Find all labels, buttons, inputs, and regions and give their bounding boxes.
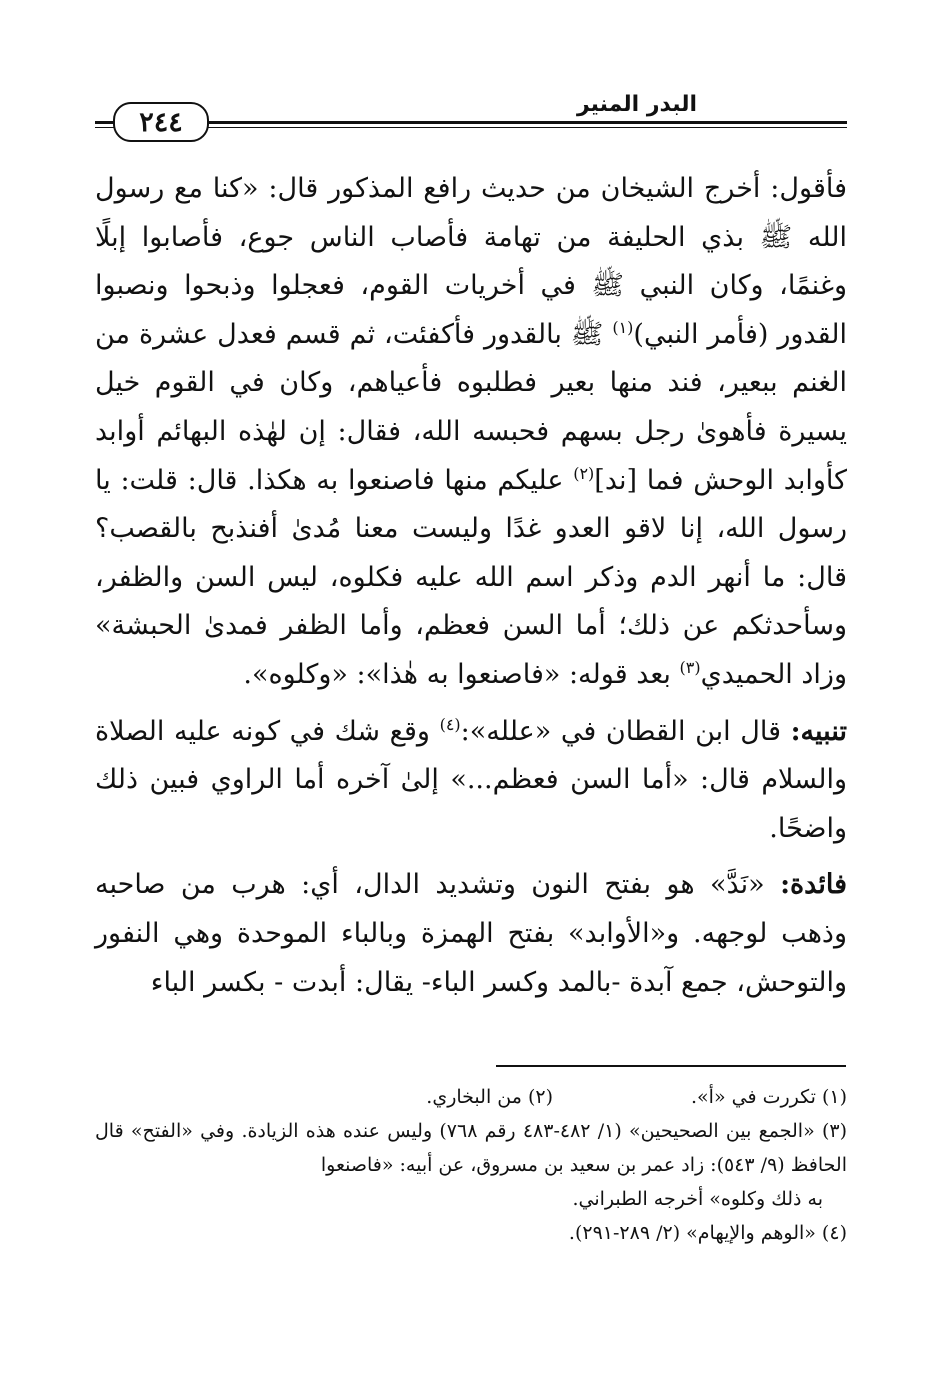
text-run: «نَدَّ» هو بفتح النون وتشديد الدال، أي: هرب من صاحبه وذهب لوجهه. و«الأوابد» بفتح الهمزة وبالباء الموحدة وهي النفور والتوحش، جمع آبدة -بالمد وكسر الباء- يقال: أبدت - بكسر الباء (95, 869, 847, 998)
footnote-separator (496, 1065, 846, 1067)
main-text (95, 165, 847, 1015)
paragraph-hadith (95, 165, 847, 700)
footnote-2: (٢) من البخاري. (426, 1086, 554, 1108)
footnotes (95, 1080, 847, 1250)
footnote-4: (٤) «الوهم والإيهام» (٢/ ٢٨٩-٢٩١). (568, 1222, 847, 1244)
benefit-label: فائدة: (780, 869, 847, 901)
footnote-line-1-2 (95, 1080, 847, 1114)
footnote-3-continued: به ذلك وكلوه» أخرجه الطبراني. (572, 1188, 823, 1210)
footnote-ref-3[interactable]: (٣) (679, 657, 701, 677)
footnote-ref-2[interactable]: (٢) (573, 463, 595, 483)
text-run: عليكم منها فاصنعوا به هكذا. قال: قلت: يا رسول الله، إنا لاقو العدو غدًا وليست معنا مُدىٰ أفنذبح بالقصب؟ قال: ما أنهر الدم وذكر اسم الله عليه فكلوه، ليس السن والظفر، وسأحدثكم عن ذلك؛ أما السن فعظم، وأما الظفر فمدىٰ الحبشة» وزاد الحميدي (95, 464, 847, 690)
text-run: ﷺ بالقدور فأكفئت، ثم قسم فعدل عشرة من الغنم ببعير، فند منها بعير فطلبوه فأعياهم، وكان في القوم خيل يسيرة فأهوىٰ رجل بسهم فحبسه الله، فقال: إن لهٰذه البهائم أوابد كأوابد الوحش فما [ند] (95, 318, 848, 496)
text-run: فأقول: أخرج الشيخان من حديث رافع المذكور قال: «كنا مع رسول الله ﷺ بذي الحليفة من تهامة فأصاب الناس جوع، فأصابوا إبلًا وغنمًا، وكان النبي ﷺ في أخريات القوم، فعجلوا وذبحوا ونصبوا القدور (فأمر النبي) (95, 173, 847, 350)
text-run: وقع شك في كونه عليه الصلاة والسلام قال: «أما السن فعظم...» إلىٰ آخره أما الراوي فبين ذلك واضحًا. (95, 715, 847, 844)
paragraph-note (95, 708, 847, 854)
running-title: البدر المنير (576, 92, 697, 117)
footnote-ref-4[interactable]: (٤) (439, 714, 461, 734)
text-run: بعد قوله: «فاصنعوا به هٰذا»: «وكلوه». (243, 658, 680, 690)
page-number: ٢٤٤ (113, 102, 209, 142)
footnote-1: (١) تكررت في «أ». (691, 1086, 847, 1108)
footnote-3: (٣) «الجمع بين الصحيحين» (١/ ٤٨٢-٤٨٣ رقم ٧٦٨) وليس عنده هذه الزيادة. وفي «الفتح» قال الحافظ (٩/ ٥٤٣): زاد عمر بن سعيد بن مسروق، عن أبيه: «فاصنعوا (95, 1120, 847, 1176)
footnote-ref-1[interactable]: (١) (612, 317, 634, 337)
text-run: قال ابن القطان في «علله»: (460, 715, 791, 747)
paragraph-benefit (95, 861, 847, 1007)
page-header (95, 88, 847, 138)
note-label: تنبيه: (790, 715, 847, 747)
